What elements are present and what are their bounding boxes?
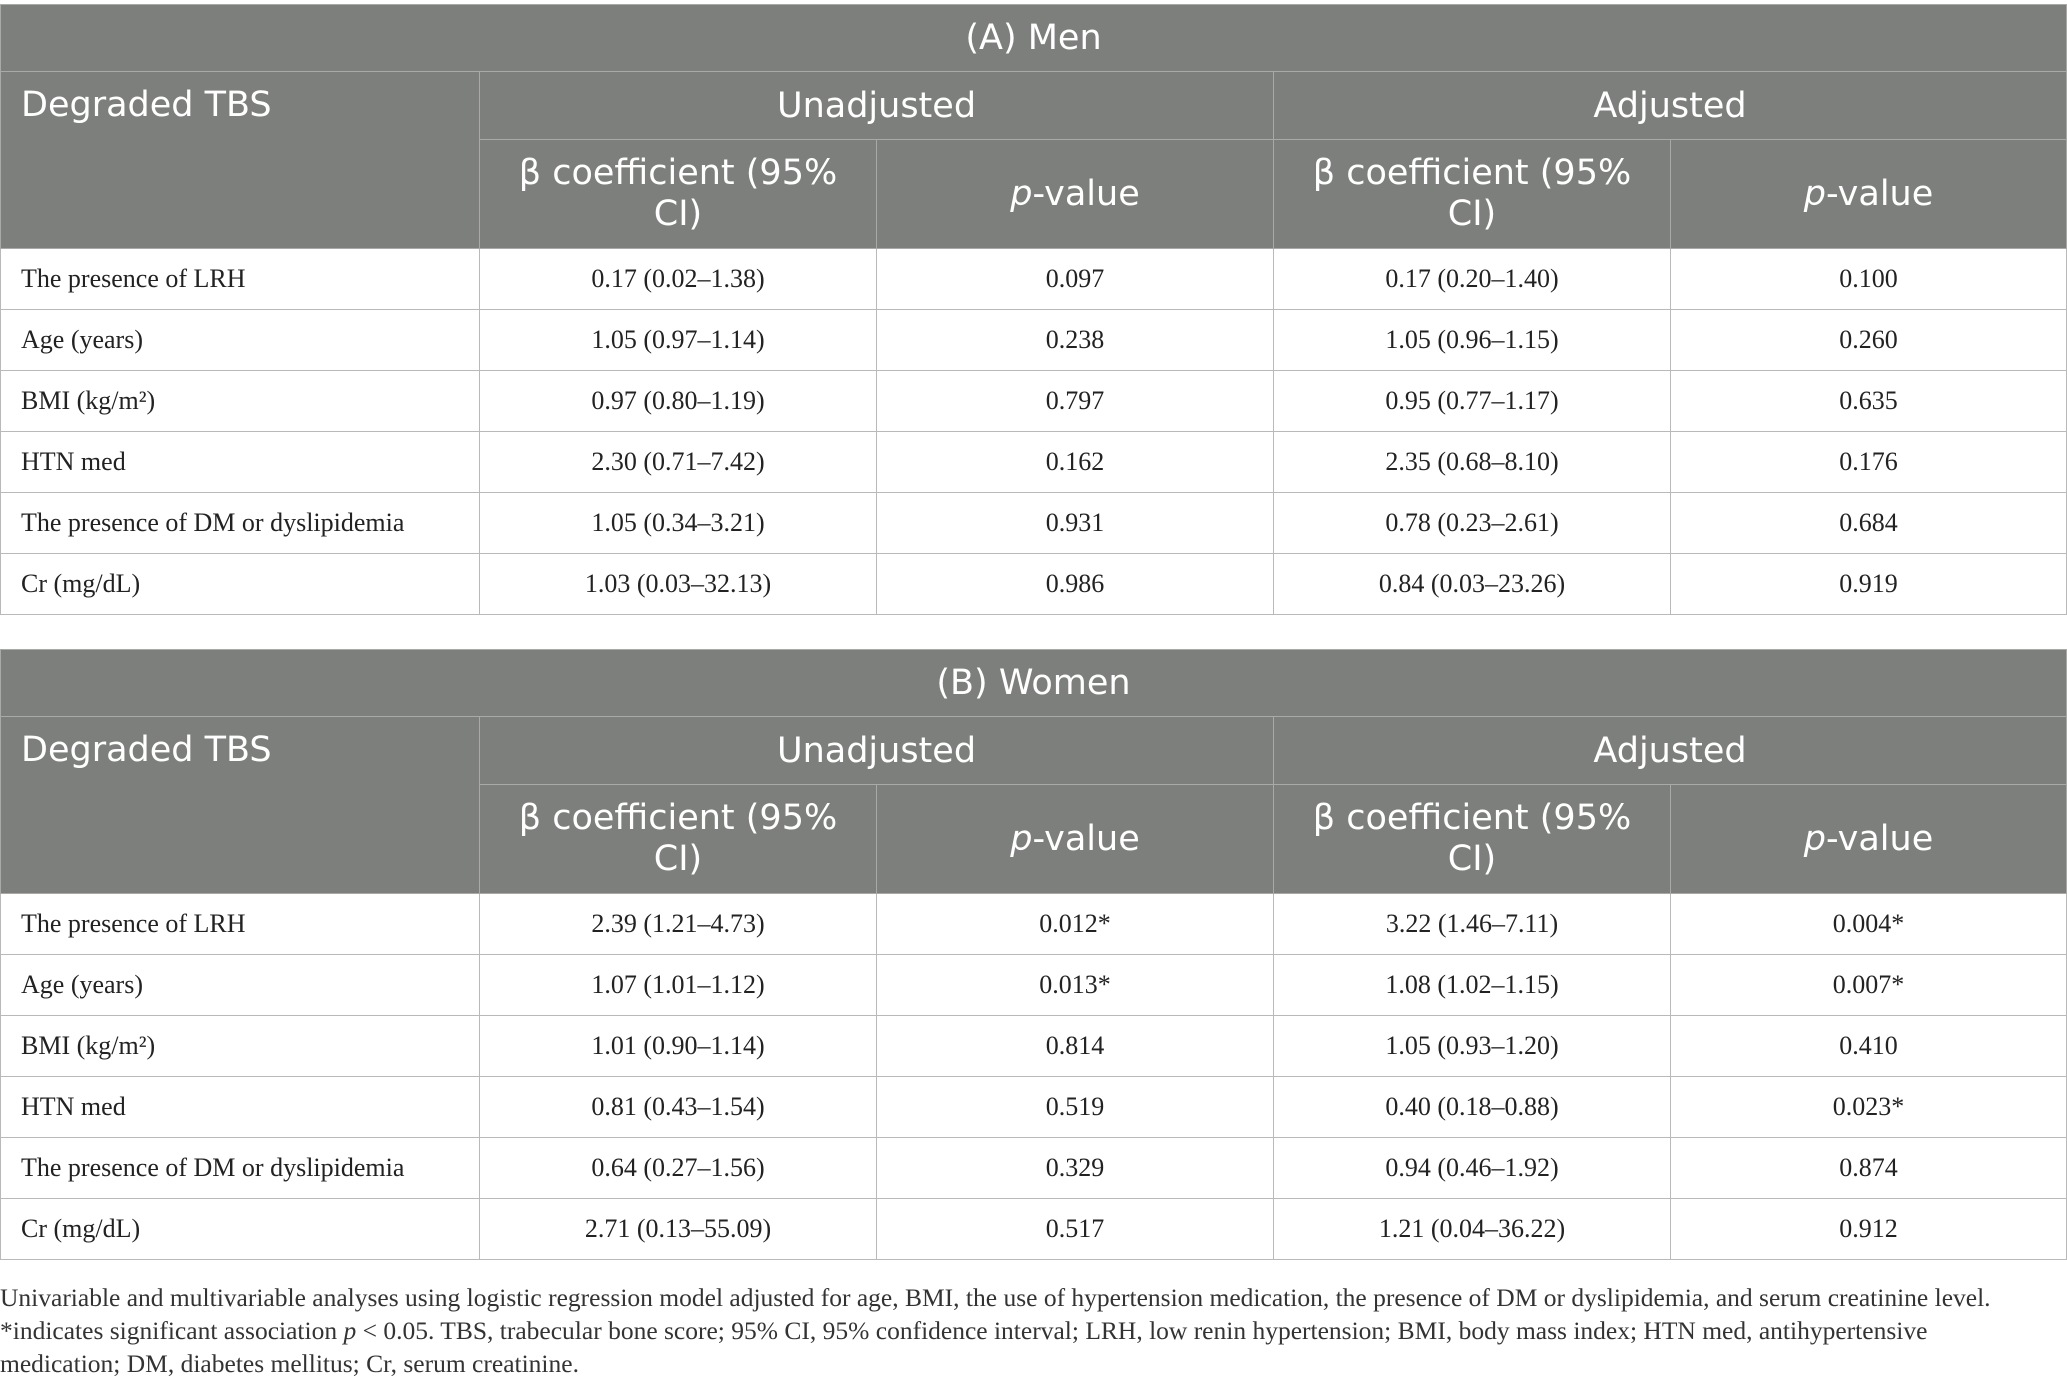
adjusted-coef: 1.08 (1.02–1.15) [1274, 955, 1671, 1016]
unadjusted-p: 0.517 [877, 1199, 1274, 1260]
table-row [1, 432, 2067, 493]
p-value-header: p-value [1671, 785, 2067, 894]
unadjusted-p: 0.519 [877, 1077, 1274, 1138]
row-label: The presence of DM or dyslipidemia [1, 493, 480, 554]
group-adjusted: Adjusted [1274, 717, 2067, 785]
table-footnote: Univariable and multivariable analyses using logistic regression model adjusted for age, BMI, the use of hypertension medication, the presence of DM or dyslipidemia, and serum creatinine level. *indicates significant association p < 0.05. TBS, trabecular bone score; 95% CI, 95% confidence interval; LRH, low renin hypertension; BMI, body mass index; HTN med, antihypertensive medication; DM, diabetes mellitus; Cr, serum creatinine. [0, 1283, 1991, 1378]
unadjusted-p: 0.238 [877, 310, 1274, 371]
table-row [1, 1199, 2067, 1260]
unadjusted-p: 0.797 [877, 371, 1274, 432]
adjusted-coef: 0.95 (0.77–1.17) [1274, 371, 1671, 432]
table-row [1, 249, 2067, 310]
coef-header: β coefficient (95% CI) [480, 785, 877, 894]
adjusted-p: 0.919 [1671, 554, 2067, 615]
adjusted-coef: 0.78 (0.23–2.61) [1274, 493, 1671, 554]
adjusted-coef: 1.05 (0.93–1.20) [1274, 1016, 1671, 1077]
unadjusted-coef: 1.01 (0.90–1.14) [480, 1016, 877, 1077]
table-row [1, 554, 2067, 615]
row-label: Cr (mg/dL) [1, 1199, 480, 1260]
row-label: Age (years) [1, 955, 480, 1016]
adjusted-p: 0.007* [1671, 955, 2067, 1016]
table-row [1, 493, 2067, 554]
unadjusted-coef: 0.17 (0.02–1.38) [480, 249, 877, 310]
row-label: Cr (mg/dL) [1, 554, 480, 615]
corner-label: Degraded TBS [1, 717, 480, 894]
row-label: Age (years) [1, 310, 480, 371]
unadjusted-coef: 2.30 (0.71–7.42) [480, 432, 877, 493]
row-label: BMI (kg/m²) [1, 371, 480, 432]
p-value-header: p-value [877, 785, 1274, 894]
p-value-header: p-value [877, 140, 1274, 249]
unadjusted-p: 0.986 [877, 554, 1274, 615]
adjusted-coef: 0.40 (0.18–0.88) [1274, 1077, 1671, 1138]
unadjusted-p: 0.814 [877, 1016, 1274, 1077]
group-unadjusted: Unadjusted [480, 717, 1274, 785]
table-men [0, 4, 2067, 615]
table-row [1, 310, 2067, 371]
unadjusted-p: 0.097 [877, 249, 1274, 310]
adjusted-p: 0.684 [1671, 493, 2067, 554]
corner-label: Degraded TBS [1, 72, 480, 249]
table-title: (A) Men [1, 5, 2067, 72]
unadjusted-coef: 0.64 (0.27–1.56) [480, 1138, 877, 1199]
table-women [0, 649, 2067, 1260]
adjusted-coef: 1.21 (0.04–36.22) [1274, 1199, 1671, 1260]
table-row [1, 371, 2067, 432]
unadjusted-p: 0.329 [877, 1138, 1274, 1199]
adjusted-p: 0.874 [1671, 1138, 2067, 1199]
row-label: HTN med [1, 1077, 480, 1138]
adjusted-p: 0.176 [1671, 432, 2067, 493]
adjusted-p: 0.912 [1671, 1199, 2067, 1260]
adjusted-coef: 1.05 (0.96–1.15) [1274, 310, 1671, 371]
unadjusted-p: 0.162 [877, 432, 1274, 493]
table-row [1, 1077, 2067, 1138]
unadjusted-p: 0.012* [877, 894, 1274, 955]
unadjusted-coef: 1.05 (0.97–1.14) [480, 310, 877, 371]
table-row [1, 1016, 2067, 1077]
adjusted-coef: 0.94 (0.46–1.92) [1274, 1138, 1671, 1199]
group-adjusted: Adjusted [1274, 72, 2067, 140]
unadjusted-coef: 0.97 (0.80–1.19) [480, 371, 877, 432]
row-label: HTN med [1, 432, 480, 493]
adjusted-p: 0.023* [1671, 1077, 2067, 1138]
group-unadjusted: Unadjusted [480, 72, 1274, 140]
coef-header: β coefficient (95% CI) [1274, 785, 1671, 894]
table-title: (B) Women [1, 650, 2067, 717]
table-row [1, 955, 2067, 1016]
table-row [1, 894, 2067, 955]
unadjusted-p: 0.013* [877, 955, 1274, 1016]
row-label: The presence of DM or dyslipidemia [1, 1138, 480, 1199]
coef-header: β coefficient (95% CI) [480, 140, 877, 249]
adjusted-p: 0.410 [1671, 1016, 2067, 1077]
table-row [1, 1138, 2067, 1199]
unadjusted-coef: 1.07 (1.01–1.12) [480, 955, 877, 1016]
unadjusted-p: 0.931 [877, 493, 1274, 554]
adjusted-p: 0.100 [1671, 249, 2067, 310]
adjusted-p: 0.635 [1671, 371, 2067, 432]
adjusted-coef: 0.17 (0.20–1.40) [1274, 249, 1671, 310]
unadjusted-coef: 2.39 (1.21–4.73) [480, 894, 877, 955]
adjusted-coef: 3.22 (1.46–7.11) [1274, 894, 1671, 955]
unadjusted-coef: 1.03 (0.03–32.13) [480, 554, 877, 615]
p-value-header: p-value [1671, 140, 2067, 249]
row-label: The presence of LRH [1, 249, 480, 310]
adjusted-coef: 0.84 (0.03–23.26) [1274, 554, 1671, 615]
row-label: The presence of LRH [1, 894, 480, 955]
row-label: BMI (kg/m²) [1, 1016, 480, 1077]
unadjusted-coef: 0.81 (0.43–1.54) [480, 1077, 877, 1138]
unadjusted-coef: 2.71 (0.13–55.09) [480, 1199, 877, 1260]
adjusted-coef: 2.35 (0.68–8.10) [1274, 432, 1671, 493]
coef-header: β coefficient (95% CI) [1274, 140, 1671, 249]
adjusted-p: 0.260 [1671, 310, 2067, 371]
adjusted-p: 0.004* [1671, 894, 2067, 955]
unadjusted-coef: 1.05 (0.34–3.21) [480, 493, 877, 554]
